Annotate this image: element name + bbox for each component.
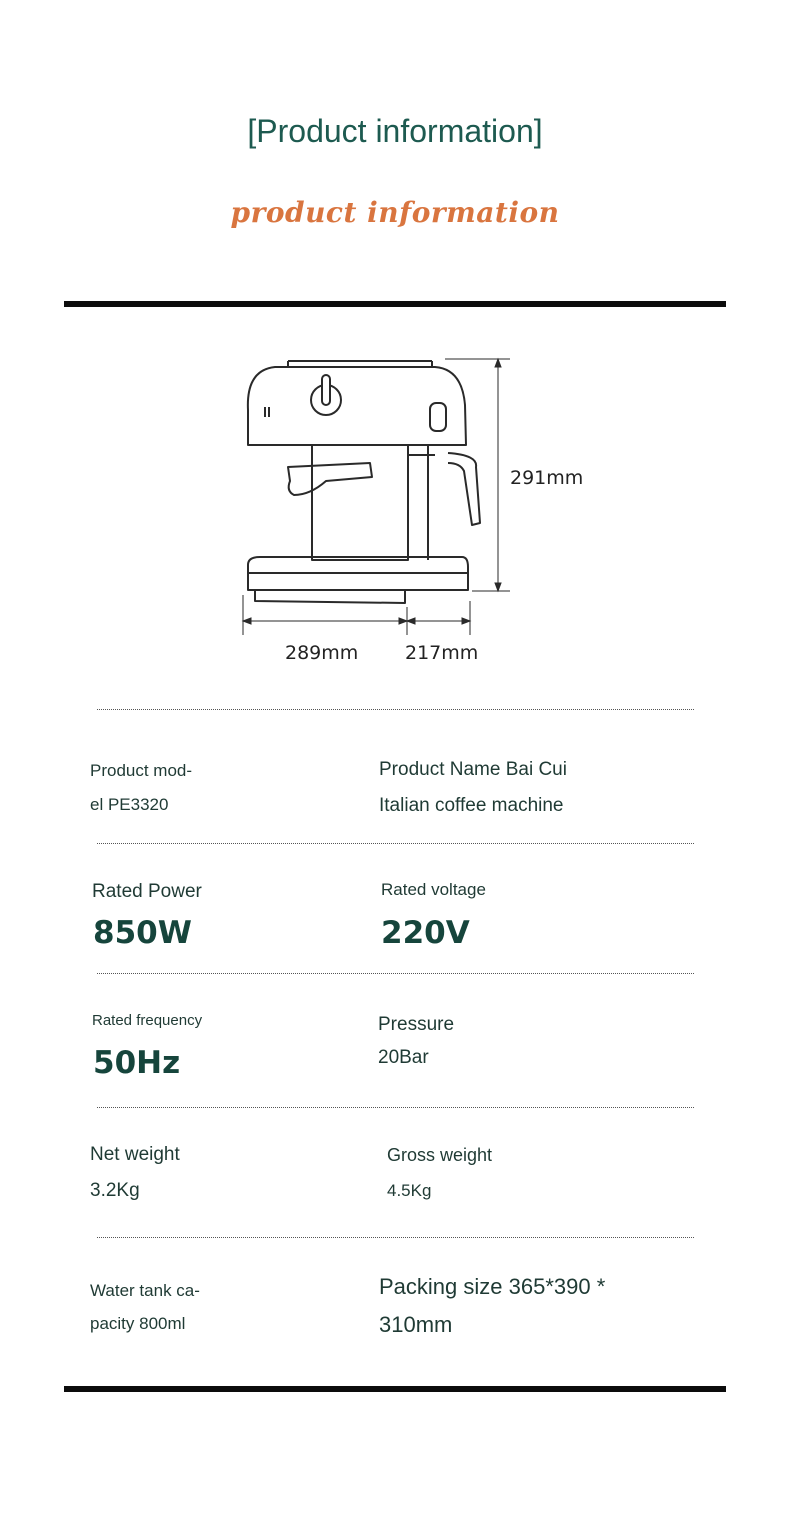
spec-tank-line1: Water tank ca-: [90, 1281, 200, 1300]
height-dimension: 291mm: [510, 467, 584, 489]
spec-model-line1: Product mod-: [90, 761, 193, 780]
dotted-divider: [97, 973, 694, 974]
spec-pressure-label: Pressure: [378, 1014, 455, 1035]
spec-voltage-label: Rated voltage: [381, 880, 486, 899]
spec-power-label: Rated Power: [92, 881, 202, 902]
dotted-divider: [97, 1237, 694, 1238]
dotted-divider: [97, 843, 694, 844]
machine-top-body: [248, 367, 466, 445]
spec-packing-line1: Packing size 365*390 *: [379, 1274, 606, 1299]
spec-name-line2: Italian coffee machine: [379, 795, 564, 816]
dotted-divider: [97, 709, 694, 710]
coffee-machine-drawing: [230, 345, 530, 635]
machine-steam-wand: [448, 453, 480, 525]
page-title: [Product information]: [247, 113, 543, 149]
spec-frequency-value: 50Hz: [93, 1045, 181, 1081]
spec-packing-line2: 310mm: [379, 1312, 453, 1337]
spec-name-line1: Product Name Bai Cui: [379, 759, 567, 780]
spec-tank: [90, 1274, 200, 1340]
width-dimension: 289mm: [285, 642, 359, 664]
spec-packing: [379, 1268, 605, 1344]
top-divider: [64, 301, 726, 307]
bottom-divider: [64, 1386, 726, 1392]
spec-gross-weight-value: 4.5Kg: [387, 1181, 432, 1200]
machine-knob: [430, 403, 446, 431]
spec-pressure-value: 20Bar: [378, 1047, 429, 1068]
spec-tank-line2: pacity 800ml: [90, 1314, 186, 1333]
spec-power-value: 850W: [93, 915, 192, 951]
spec-voltage-value: 220V: [381, 915, 470, 951]
depth-dimension: 217mm: [405, 642, 479, 664]
spec-frequency-label: Rated frequency: [92, 1012, 203, 1029]
spec-model-line2: el PE3320: [90, 795, 169, 814]
spec-gross-weight-label: Gross weight: [387, 1145, 493, 1165]
spec-net-weight-label: Net weight: [90, 1144, 180, 1165]
machine-portafilter: [288, 463, 372, 495]
spec-net-weight-value: 3.2Kg: [90, 1180, 140, 1201]
dotted-divider: [97, 1107, 694, 1108]
spec-name: [379, 752, 567, 824]
spec-model: [90, 754, 192, 822]
machine-column: [312, 445, 408, 560]
page-subtitle: product information: [230, 196, 560, 229]
